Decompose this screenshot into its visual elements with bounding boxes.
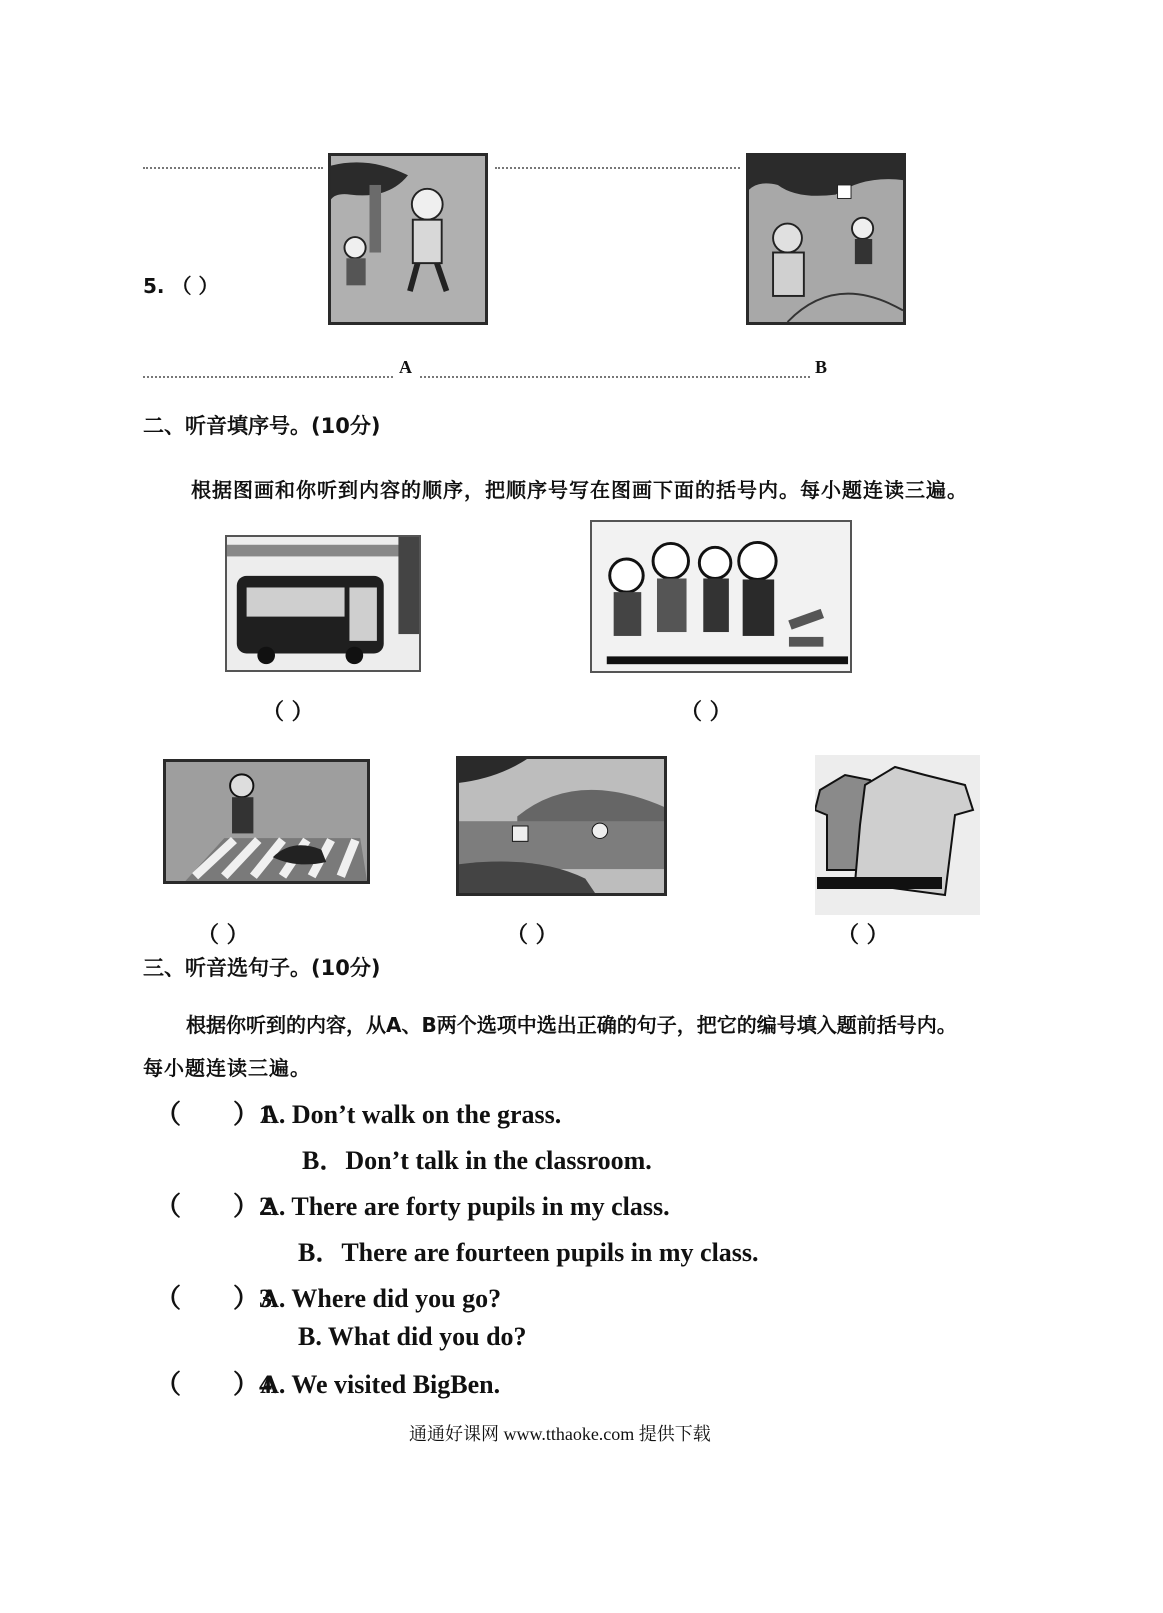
question-2-option-b: B．There are fourteen pupils in my class. (298, 1238, 759, 1267)
q5-option-a-label: A (399, 357, 412, 377)
question-1 (155, 1094, 561, 1131)
footer-download-note: 通通好课网 www.tthaoke.com 提供下载 (409, 1424, 711, 1444)
question-3-option-a: A. Where did you go? (260, 1284, 502, 1313)
section-3-instruction-line1: 根据你听到的内容，从A、B两个选项中选出正确的句子，把它的编号填入题前括号内。 (186, 1013, 957, 1037)
question-5-label: 5. （ ） (143, 274, 219, 298)
question-2 (155, 1186, 670, 1223)
q5-picture-b (746, 153, 906, 325)
section-3-heading: 三、听音选句子。(10分) (143, 956, 381, 980)
paren-bus[interactable]: （ ） (262, 700, 314, 725)
picture-crosswalk (163, 759, 370, 884)
paren-lake[interactable]: （ ） (506, 923, 558, 948)
question-1-prefix[interactable]: （ ）1. (155, 1100, 279, 1129)
dotted-rule-top-middle (495, 167, 740, 169)
q5-picture-a (328, 153, 488, 325)
question-4-prefix[interactable]: （ ）4. (155, 1370, 279, 1399)
q5-option-b-label: B (815, 357, 828, 377)
picture-bus (225, 535, 421, 672)
section-2-instruction: 根据图画和你听到内容的顺序，把顺序号写在图画下面的括号内。每小题连读三遍。 (191, 478, 968, 502)
question-2-option-a: A. There are forty pupils in my class. (260, 1192, 670, 1221)
picture-children (590, 520, 852, 673)
question-4 (155, 1364, 500, 1401)
paren-crosswalk[interactable]: （ ） (197, 923, 249, 948)
dotted-rule-bottom-a (143, 376, 393, 378)
question-3-option-b: B. What did you do? (298, 1322, 527, 1351)
question-4-option-a: A. We visited BigBen. (260, 1370, 501, 1399)
dotted-rule-bottom-b (420, 376, 810, 378)
picture-lake-swimming (456, 756, 667, 896)
dotted-rule-top-left (143, 167, 323, 169)
question-1-option-a: A. Don’t walk on the grass. (260, 1100, 562, 1129)
question-3-prefix[interactable]: （ ）3. (155, 1284, 279, 1313)
section-2-heading: 二、听音填序号。(10分) (143, 414, 381, 438)
picture-t-shirts (815, 755, 980, 915)
paren-children[interactable]: （ ） (680, 700, 732, 725)
paren-t-shirts[interactable]: （ ） (837, 923, 889, 948)
question-3 (155, 1278, 501, 1315)
question-2-prefix[interactable]: （ ）2. (155, 1192, 279, 1221)
section-3-instruction-line2: 每小题连读三遍。 (143, 1056, 311, 1080)
question-1-option-b: B．Don’t talk in the classroom. (302, 1146, 652, 1175)
